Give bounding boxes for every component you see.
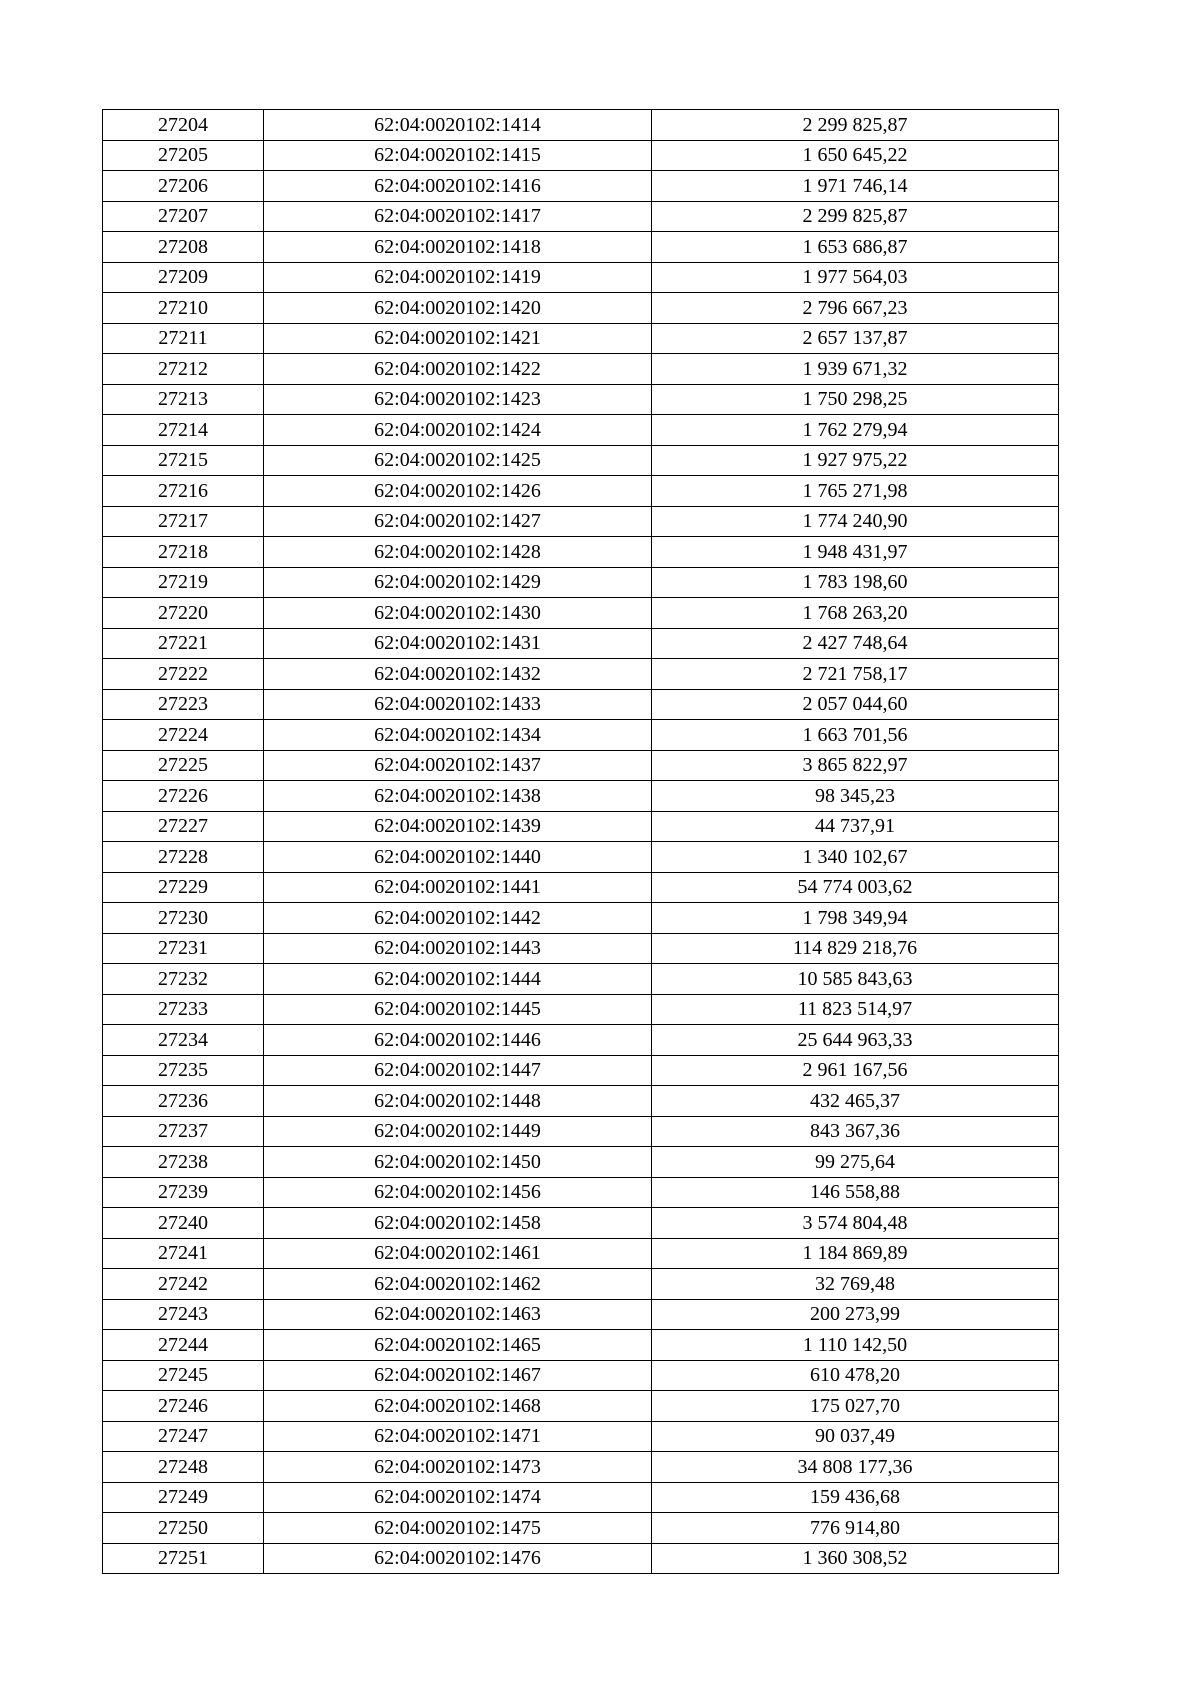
cadastral-value-cell: 2 961 167,56 [652,1055,1059,1086]
row-number-cell: 27223 [103,689,264,720]
cadastral-value-cell: 146 558,88 [652,1177,1059,1208]
row-number-cell: 27228 [103,842,264,873]
row-number-cell: 27238 [103,1147,264,1178]
cadastral-number-cell: 62:04:0020102:1438 [264,781,652,812]
row-number-cell: 27237 [103,1116,264,1147]
row-number-cell: 27205 [103,140,264,171]
cadastral-value-cell: 98 345,23 [652,781,1059,812]
cadastral-number-cell: 62:04:0020102:1444 [264,964,652,995]
table-row [103,1421,1059,1452]
cadastral-number-cell: 62:04:0020102:1456 [264,1177,652,1208]
cadastral-value-cell: 25 644 963,33 [652,1025,1059,1056]
cadastral-number-cell: 62:04:0020102:1449 [264,1116,652,1147]
cadastral-value-cell: 1 184 869,89 [652,1238,1059,1269]
cadastral-value-cell: 1 762 279,94 [652,415,1059,446]
cadastral-value-cell: 99 275,64 [652,1147,1059,1178]
table-row [103,659,1059,690]
table-row [103,1025,1059,1056]
cadastral-number-cell: 62:04:0020102:1429 [264,567,652,598]
cadastral-number-cell: 62:04:0020102:1471 [264,1421,652,1452]
row-number-cell: 27239 [103,1177,264,1208]
cadastral-value-cell: 1 783 198,60 [652,567,1059,598]
cadastral-number-cell: 62:04:0020102:1433 [264,689,652,720]
cadastral-value-cell: 2 427 748,64 [652,628,1059,659]
cadastral-number-cell: 62:04:0020102:1415 [264,140,652,171]
row-number-cell: 27243 [103,1299,264,1330]
cadastral-number-cell: 62:04:0020102:1417 [264,201,652,232]
cadastral-value-cell: 54 774 003,62 [652,872,1059,903]
cadastral-number-cell: 62:04:0020102:1461 [264,1238,652,1269]
cadastral-number-cell: 62:04:0020102:1432 [264,659,652,690]
cadastral-number-cell: 62:04:0020102:1465 [264,1330,652,1361]
cadastral-value-cell: 32 769,48 [652,1269,1059,1300]
cadastral-value-cell: 3 865 822,97 [652,750,1059,781]
cadastral-value-cell: 1 750 298,25 [652,384,1059,415]
row-number-cell: 27242 [103,1269,264,1300]
cadastral-number-cell: 62:04:0020102:1424 [264,415,652,446]
cadastral-value-cell: 34 808 177,36 [652,1452,1059,1483]
cadastral-number-cell: 62:04:0020102:1431 [264,628,652,659]
table-row [103,1208,1059,1239]
cadastral-value-cell: 1 927 975,22 [652,445,1059,476]
cadastral-number-cell: 62:04:0020102:1420 [264,293,652,324]
cadastral-value-cell: 1 765 271,98 [652,476,1059,507]
row-number-cell: 27219 [103,567,264,598]
cadastral-number-cell: 62:04:0020102:1439 [264,811,652,842]
table-row [103,903,1059,934]
table-row [103,1391,1059,1422]
row-number-cell: 27218 [103,537,264,568]
cadastral-value-cell: 200 273,99 [652,1299,1059,1330]
row-number-cell: 27240 [103,1208,264,1239]
cadastral-value-cell: 44 737,91 [652,811,1059,842]
cadastral-number-cell: 62:04:0020102:1447 [264,1055,652,1086]
table-row [103,628,1059,659]
cadastral-value-cell: 11 823 514,97 [652,994,1059,1025]
cadastral-number-cell: 62:04:0020102:1430 [264,598,652,629]
table-row [103,201,1059,232]
cadastral-number-cell: 62:04:0020102:1458 [264,1208,652,1239]
row-number-cell: 27208 [103,232,264,263]
table-row [103,232,1059,263]
table-row [103,1055,1059,1086]
cadastral-number-cell: 62:04:0020102:1474 [264,1482,652,1513]
table-row [103,415,1059,446]
table-row [103,293,1059,324]
table-row [103,964,1059,995]
row-number-cell: 27247 [103,1421,264,1452]
cadastral-number-cell: 62:04:0020102:1425 [264,445,652,476]
table-row [103,994,1059,1025]
row-number-cell: 27214 [103,415,264,446]
cadastral-number-cell: 62:04:0020102:1446 [264,1025,652,1056]
row-number-cell: 27234 [103,1025,264,1056]
table-row [103,1177,1059,1208]
cadastral-number-cell: 62:04:0020102:1418 [264,232,652,263]
cadastral-number-cell: 62:04:0020102:1462 [264,1269,652,1300]
cadastral-number-cell: 62:04:0020102:1421 [264,323,652,354]
cadastral-value-cell: 843 367,36 [652,1116,1059,1147]
cadastral-value-cell: 1 977 564,03 [652,262,1059,293]
cadastral-number-cell: 62:04:0020102:1443 [264,933,652,964]
cadastral-number-cell: 62:04:0020102:1422 [264,354,652,385]
row-number-cell: 27215 [103,445,264,476]
cadastral-number-cell: 62:04:0020102:1450 [264,1147,652,1178]
table-row [103,1299,1059,1330]
cadastral-value-cell: 2 721 758,17 [652,659,1059,690]
row-number-cell: 27211 [103,323,264,354]
cadastral-value-cell: 1 798 349,94 [652,903,1059,934]
table-row [103,1360,1059,1391]
cadastral-value-cell: 1 360 308,52 [652,1543,1059,1574]
cadastral-value-cell: 1 939 671,32 [652,354,1059,385]
table-row [103,872,1059,903]
cadastral-number-cell: 62:04:0020102:1440 [264,842,652,873]
cadastral-value-cell: 10 585 843,63 [652,964,1059,995]
table-row [103,1452,1059,1483]
table-row [103,933,1059,964]
row-number-cell: 27235 [103,1055,264,1086]
row-number-cell: 27246 [103,1391,264,1422]
cadastral-value-cell: 610 478,20 [652,1360,1059,1391]
row-number-cell: 27232 [103,964,264,995]
row-number-cell: 27207 [103,201,264,232]
row-number-cell: 27226 [103,781,264,812]
table-row [103,171,1059,202]
cadastral-value-cell: 1 650 645,22 [652,140,1059,171]
cadastral-value-cell: 1 663 701,56 [652,720,1059,751]
row-number-cell: 27249 [103,1482,264,1513]
table-row [103,323,1059,354]
cadastral-number-cell: 62:04:0020102:1463 [264,1299,652,1330]
cadastral-value-cell: 2 796 667,23 [652,293,1059,324]
row-number-cell: 27217 [103,506,264,537]
cadastral-number-cell: 62:04:0020102:1437 [264,750,652,781]
table-row [103,445,1059,476]
table-row [103,781,1059,812]
cadastral-value-cell: 776 914,80 [652,1513,1059,1544]
row-number-cell: 27251 [103,1543,264,1574]
cadastral-value-cell: 1 110 142,50 [652,1330,1059,1361]
table-row [103,1482,1059,1513]
cadastral-number-cell: 62:04:0020102:1445 [264,994,652,1025]
cadastral-value-cell: 2 299 825,87 [652,110,1059,141]
cadastral-value-cell: 2 657 137,87 [652,323,1059,354]
cadastral-value-cell: 1 340 102,67 [652,842,1059,873]
row-number-cell: 27222 [103,659,264,690]
table-row [103,1269,1059,1300]
row-number-cell: 27206 [103,171,264,202]
table-row [103,1330,1059,1361]
table-row [103,598,1059,629]
cadastral-value-cell: 159 436,68 [652,1482,1059,1513]
table-row [103,537,1059,568]
table-row [103,140,1059,171]
table-row [103,1543,1059,1574]
row-number-cell: 27210 [103,293,264,324]
cadastral-number-cell: 62:04:0020102:1426 [264,476,652,507]
table-row [103,842,1059,873]
row-number-cell: 27204 [103,110,264,141]
row-number-cell: 27241 [103,1238,264,1269]
cadastral-number-cell: 62:04:0020102:1428 [264,537,652,568]
cadastral-value-cell: 114 829 218,76 [652,933,1059,964]
table-row [103,1238,1059,1269]
row-number-cell: 27220 [103,598,264,629]
cadastral-number-cell: 62:04:0020102:1468 [264,1391,652,1422]
cadastral-value-cell: 432 465,37 [652,1086,1059,1117]
row-number-cell: 27233 [103,994,264,1025]
cadastral-number-cell: 62:04:0020102:1423 [264,384,652,415]
table-row [103,476,1059,507]
cadastral-value-cell: 1 653 686,87 [652,232,1059,263]
table-row [103,750,1059,781]
cadastral-number-cell: 62:04:0020102:1476 [264,1543,652,1574]
row-number-cell: 27221 [103,628,264,659]
table-row [103,689,1059,720]
cadastral-value-cell: 90 037,49 [652,1421,1059,1452]
table-row [103,811,1059,842]
row-number-cell: 27248 [103,1452,264,1483]
cadastral-number-cell: 62:04:0020102:1442 [264,903,652,934]
cadastral-value-table [102,109,1059,1574]
table-row [103,1147,1059,1178]
row-number-cell: 27209 [103,262,264,293]
row-number-cell: 27245 [103,1360,264,1391]
table-row [103,110,1059,141]
cadastral-number-cell: 62:04:0020102:1448 [264,1086,652,1117]
cadastral-value-cell: 3 574 804,48 [652,1208,1059,1239]
table-row [103,720,1059,751]
cadastral-value-cell: 1 971 746,14 [652,171,1059,202]
cadastral-number-cell: 62:04:0020102:1414 [264,110,652,141]
table-row [103,384,1059,415]
cadastral-value-cell: 2 057 044,60 [652,689,1059,720]
row-number-cell: 27231 [103,933,264,964]
cadastral-number-cell: 62:04:0020102:1434 [264,720,652,751]
row-number-cell: 27236 [103,1086,264,1117]
row-number-cell: 27213 [103,384,264,415]
cadastral-value-cell: 1 948 431,97 [652,537,1059,568]
row-number-cell: 27250 [103,1513,264,1544]
row-number-cell: 27244 [103,1330,264,1361]
table-row [103,506,1059,537]
cadastral-number-cell: 62:04:0020102:1416 [264,171,652,202]
row-number-cell: 27225 [103,750,264,781]
table-row [103,567,1059,598]
row-number-cell: 27227 [103,811,264,842]
table-row [103,1086,1059,1117]
cadastral-number-cell: 62:04:0020102:1475 [264,1513,652,1544]
cadastral-number-cell: 62:04:0020102:1473 [264,1452,652,1483]
table-row [103,354,1059,385]
table-body [103,110,1059,1574]
cadastral-number-cell: 62:04:0020102:1441 [264,872,652,903]
cadastral-number-cell: 62:04:0020102:1419 [264,262,652,293]
cadastral-value-cell: 1 768 263,20 [652,598,1059,629]
table-row [103,1116,1059,1147]
table-row [103,1513,1059,1544]
cadastral-value-cell: 175 027,70 [652,1391,1059,1422]
row-number-cell: 27230 [103,903,264,934]
row-number-cell: 27229 [103,872,264,903]
cadastral-value-cell: 1 774 240,90 [652,506,1059,537]
cadastral-value-cell: 2 299 825,87 [652,201,1059,232]
row-number-cell: 27224 [103,720,264,751]
row-number-cell: 27212 [103,354,264,385]
cadastral-number-cell: 62:04:0020102:1467 [264,1360,652,1391]
table-row [103,262,1059,293]
row-number-cell: 27216 [103,476,264,507]
cadastral-number-cell: 62:04:0020102:1427 [264,506,652,537]
